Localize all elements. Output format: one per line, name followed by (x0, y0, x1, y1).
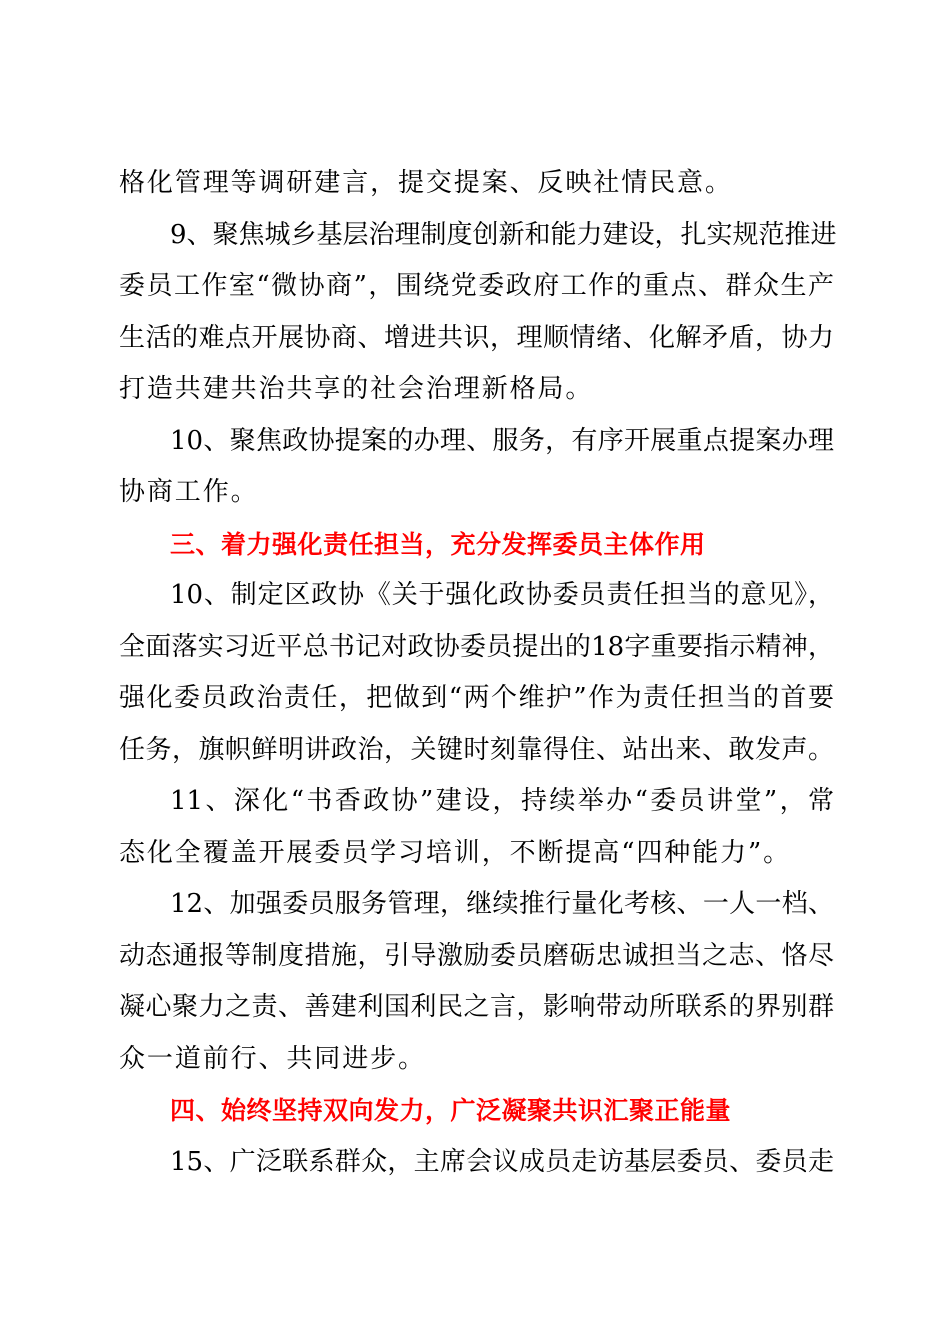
document-body (119, 158, 837, 1188)
paragraph-line: 打造共建共治共享的社会治理新格局。 (119, 374, 594, 404)
paragraph-line: 委员工作室“微协商”，围绕党委政府工作的重点、群众生产 (119, 271, 834, 301)
paragraph-line: 协商工作。 (119, 477, 259, 507)
paragraph-line: 10、聚焦政协提案的办理、服务，有序开展重点提案办理 (170, 425, 834, 456)
paragraph-line: 12、加强委员服务管理，继续推行量化考核、一人一档、 (170, 889, 834, 919)
paragraph-line: 10、制定区政协《关于强化政协委员责任担当的意见》， (170, 580, 834, 610)
paragraph-line: 凝心聚力之责、善建利国利民之言，影响带动所联系的界别群 (119, 992, 834, 1022)
section-heading: 三、着力强化责任担当，充分发挥委员主体作用 (170, 529, 706, 559)
paragraph-line: 15、广泛联系群众，主席会议成员走访基层委员、委员走 (170, 1146, 834, 1177)
paragraph-line: 任务，旗帜鲜明讲政治，关键时刻靠得住、站出来、敢发声。 (119, 734, 834, 765)
paragraph-line: 众一道前行、共同进步。 (119, 1043, 426, 1074)
paragraph-line: 全面落实习近平总书记对政协委员提出的18字重要指示精神， (119, 631, 834, 662)
paragraph-line: 11、深化“书香政协”建设，持续举办“委员讲堂”，常 (170, 786, 834, 816)
paragraph-line: 强化委员政治责任，把做到“两个维护”作为责任担当的首要 (119, 683, 834, 713)
paragraph-line: 格化管理等调研建言，提交提案、反映社情民意。 (119, 168, 733, 198)
paragraph-line: 动态通报等制度措施，引导激励委员磨砺忠诚担当之志、恪尽 (119, 940, 834, 971)
paragraph-line: 生活的难点开展协商、增进共识，理顺情绪、化解矛盾，协力 (119, 322, 834, 353)
paragraph-line: 9、聚焦城乡基层治理制度创新和能力建设，扎实规范推进 (170, 219, 837, 250)
section-heading: 四、始终坚持双向发力，广泛凝聚共识汇聚正能量 (170, 1096, 732, 1125)
paragraph-line: 态化全覆盖开展委员学习培训，不断提高“四种能力”。 (119, 837, 792, 868)
